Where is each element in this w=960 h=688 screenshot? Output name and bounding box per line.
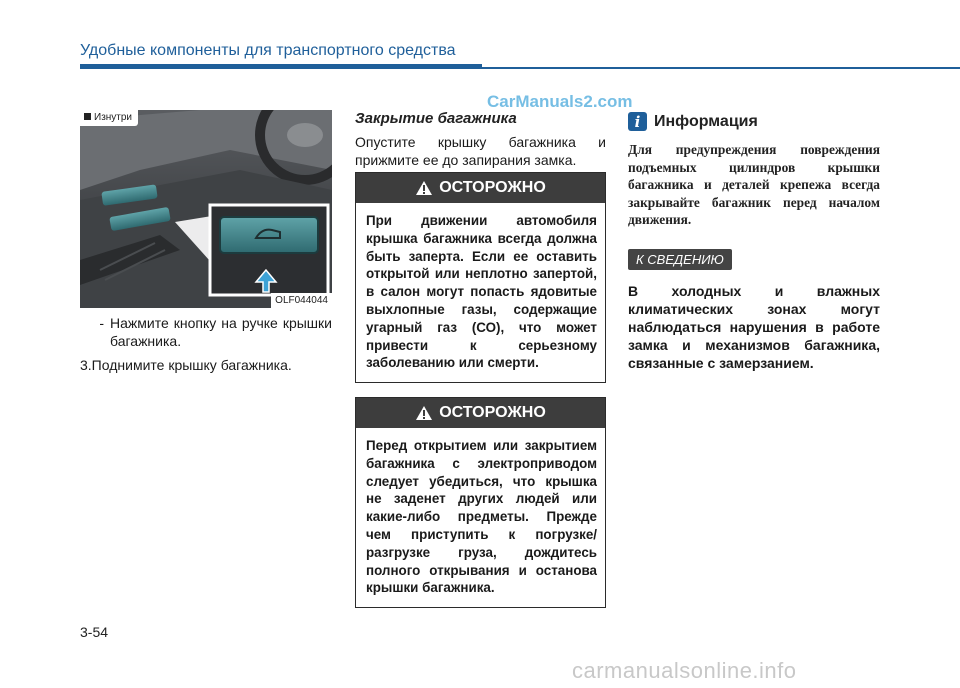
page-number: 3-54 bbox=[80, 624, 109, 640]
warning-triangle-icon bbox=[415, 405, 433, 421]
watermark-bottom: carmanualsonline.info bbox=[572, 658, 797, 683]
step-3: 3.Поднимите крышку багажника. bbox=[80, 357, 292, 373]
square-bullet-icon bbox=[84, 113, 91, 120]
warning-title-1: ОСТОРОЖНО bbox=[439, 179, 546, 196]
photo-label-text: Изнутри bbox=[94, 112, 133, 123]
warning-header-2 bbox=[356, 398, 605, 428]
bullet-dash: - bbox=[99, 315, 104, 331]
closing-body: Опустите крышку багажника и прижмите ее до запирания замка. bbox=[355, 134, 606, 168]
left-column-text bbox=[80, 314, 332, 374]
warning-box-1 bbox=[355, 172, 606, 383]
header-rule bbox=[80, 64, 960, 69]
closing-heading: Закрытие багажника bbox=[355, 110, 517, 127]
watermark-top: CarManuals2.com bbox=[487, 92, 633, 111]
photo-code: OLF044044 bbox=[271, 293, 332, 308]
closing-section bbox=[355, 110, 606, 169]
info-body: Для предупреждения повреждения подъемных цилиндров крышки багажника и деталей крепежа всегда закрывайте багажник перед началом движения. bbox=[628, 142, 880, 228]
section-header-title: Удобные компоненты для транспортного средства bbox=[80, 42, 456, 59]
interior-photo bbox=[80, 110, 332, 308]
trunk-button-illustration bbox=[80, 110, 332, 308]
info-title: Информация bbox=[654, 112, 758, 130]
bullet-item bbox=[80, 314, 332, 350]
bullet-text: Нажмите кнопку на ручке крышки багажника. bbox=[110, 315, 332, 349]
info-section bbox=[628, 112, 880, 372]
warning-title-2: ОСТОРОЖНО bbox=[439, 404, 546, 421]
notice-badge: К СВЕДЕНИЮ bbox=[628, 249, 732, 270]
warning-triangle-icon bbox=[415, 180, 433, 196]
warning-box-2 bbox=[355, 397, 606, 608]
notice-body: В холодных и влажных климатических зонах могут наблюдаться нарушения в работе замка и механизмов багажника, связанные с замерзанием. bbox=[628, 282, 880, 371]
warning-body-1: При движении автомобиля крышка багажника всегда должна быть заперта. Если ее оставить открытой или неплотно запертой, в салон могут попасть ядовитые выхлопные газы, содержащие угарный газ (СО), что может привести к серьезному заболеванию или смерти. bbox=[366, 213, 597, 371]
info-icon: i bbox=[628, 112, 647, 131]
photo-label bbox=[80, 110, 138, 126]
warning-header-1 bbox=[356, 173, 605, 203]
info-header bbox=[628, 112, 880, 131]
warning-body-2: Перед открытием или закрытием багажника с электроприводом следует убедиться, что крышка не заденет других людей или какие-либо предметы. Прежде чем приступить к погрузке/разгрузке груза, дождитесь полного открывания и останова крышки багажника. bbox=[366, 438, 597, 596]
